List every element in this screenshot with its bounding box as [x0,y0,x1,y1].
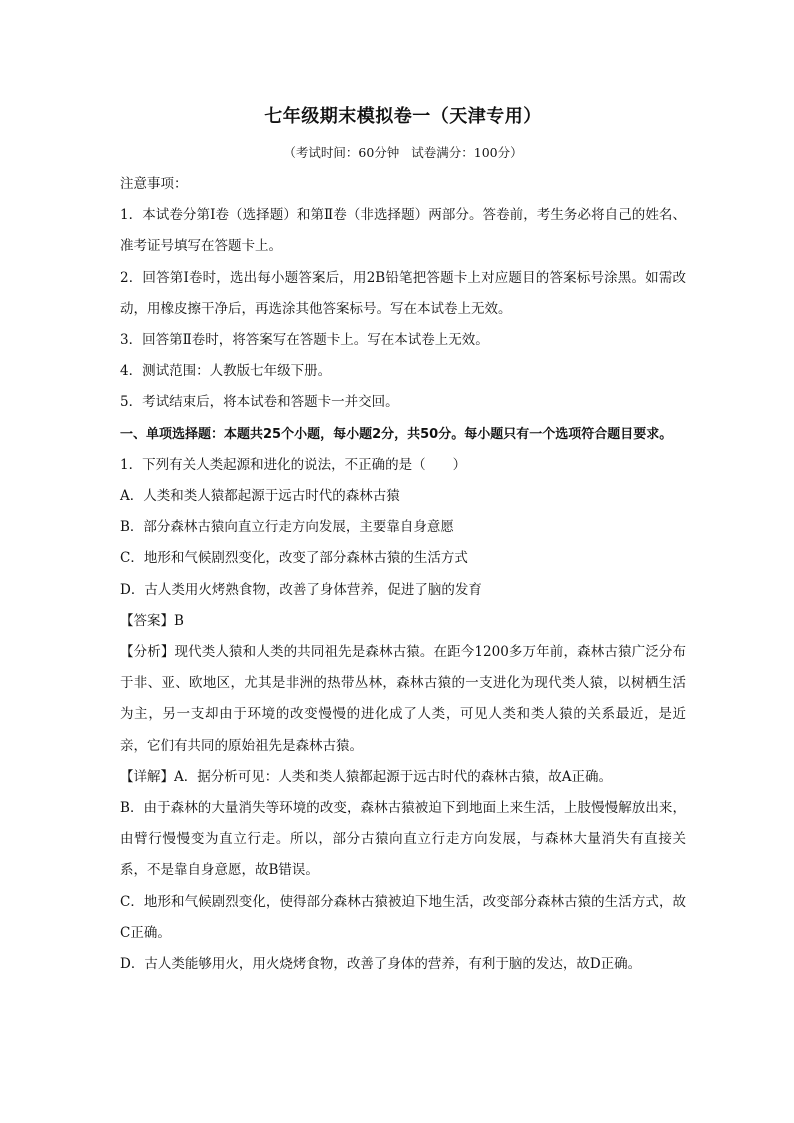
detail-paragraph: C．地形和气候剧烈变化，使得部分森林古猿被迫下地生活，改变部分森林古猿的生活方式，故C正确。 [120,893,686,941]
page-title: 七年级期末模拟卷一（天津专用） [264,106,542,127]
option-c: C．地形和气候剧烈变化，改变了部分森林古猿的生活方式 [120,550,468,567]
note-item: 3．回答第Ⅱ卷时，将答案写在答题卡上。写在本试卷上无效。 [120,332,489,348]
note-item: 5．考试结束后，将本试卷和答题卡一并交回。 [120,394,399,411]
exam-time: （考试时间：60分钟 [283,145,400,160]
note-item: 2．回答第Ⅰ卷时，选出每小题答案后，用2B铅笔把答题卡上对应题目的答案标号涂黑。如需改动，用橡皮擦干净后，再选涂其他答案标号。写在本试卷上无效。 [120,269,686,317]
note-item: 4．测试范围：人教版七年级下册。 [120,363,332,380]
option-a: A．人类和类人猿都起源于远古时代的森林古猿 [120,488,400,505]
option-d: D．古人类用火烤熟食物，改善了身体营养，促进了脑的发育 [120,581,482,598]
notes-heading: 注意事项： [120,176,188,192]
option-b: B．部分森林古猿向直立行走方向发展，主要靠自身意愿 [120,519,454,536]
exam-page [120,104,686,980]
exam-info [120,144,686,162]
question-stem: 1．下列有关人类起源和进化的说法，不正确的是（ ） [120,456,467,473]
analysis-paragraph: 【分析】现代类人猿和人类的共同祖先是森林古猿。在距今1200多万年前，森林古猿广泛分布于非、亚、欧地区，尤其是非洲的热带丛林，森林古猿的一支进化为现代类人猿，以树栖生活为主，另一支却由于环境的改变慢慢的进化成了人类，可见人类和类人猿的关系最近，是近亲，它们有共同的原始祖先是森林古猿。 [120,644,686,754]
section-heading: 一、单项选择题：本题共25个小题，每小题2分，共50分。每小题只有一个选项符合题目要求。 [120,426,673,442]
note-item: 1．本试卷分第Ⅰ卷（选择题）和第Ⅱ卷（非选择题）两部分。答卷前，考生务必将自己的姓名、准考证号填写在答题卡上。 [120,207,686,255]
full-score: 试卷满分：100分） [411,145,523,160]
detail-paragraph: B．由于森林的大量消失等环境的改变，森林古猿被迫下到地面上来生活，上肢慢慢解放出来，由臂行慢慢变为直立行走。所以，部分古猿向直立行走方向发展，与森林大量消失有直接关系，不是靠自身意愿，故B错误。 [120,800,686,879]
exam-body [120,169,686,980]
detail-paragraph: 【详解】A．据分析可见：人类和类人猿都起源于远古时代的森林古猿，故A正确。 [120,768,612,785]
detail-paragraph: D．古人类能够用火，用火烧烤食物，改善了身体的营养，有利于脑的发达，故D正确。 [120,956,642,973]
answer-line: 【答案】B [120,612,184,629]
